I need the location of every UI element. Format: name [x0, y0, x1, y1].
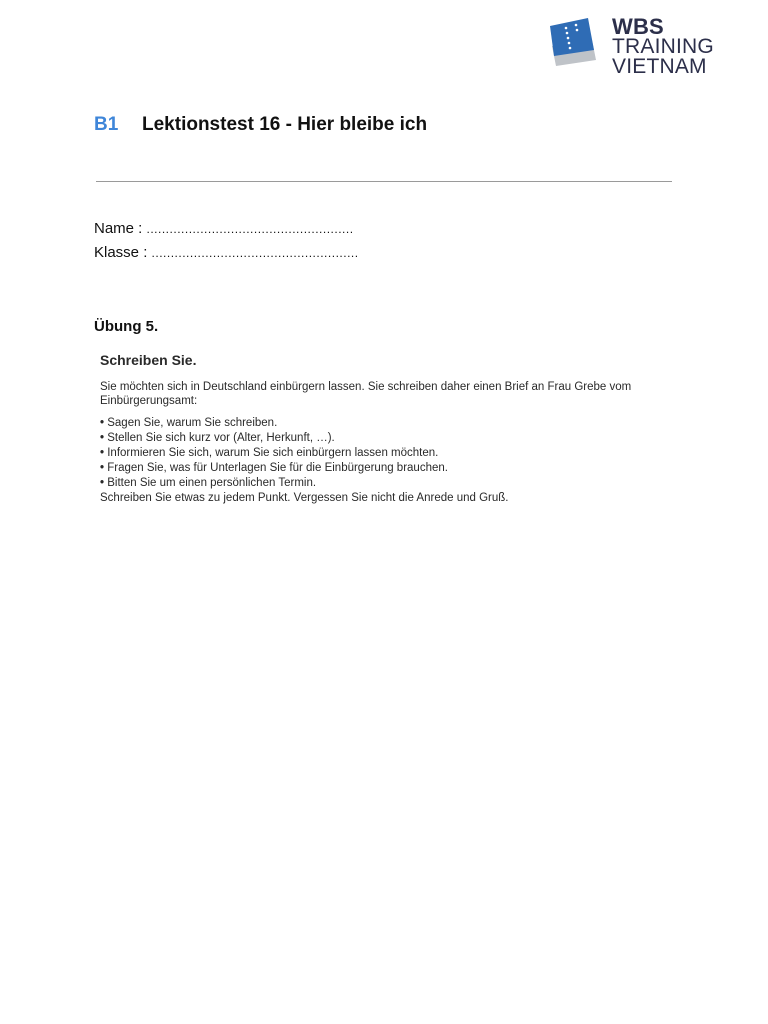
- document-header: [94, 114, 427, 136]
- instruction-heading: Schreiben Sie.: [100, 352, 197, 368]
- list-item: • Fragen Sie, was für Unterlagen Sie für die Einbürgerung brauchen.: [100, 461, 680, 476]
- task-points-list: [100, 416, 680, 491]
- name-label: Name :: [94, 220, 147, 237]
- wbs-logo-mark-icon: [548, 16, 604, 66]
- list-item: • Stellen Sie sich kurz vor (Alter, Herkunft, …).: [100, 431, 680, 446]
- name-field: [94, 220, 354, 237]
- task-description: Sie möchten sich in Deutschland einbürgern lassen. Sie schreiben daher einen Brief an Frau Grebe vom Einbürgerungsamt:: [100, 381, 632, 407]
- name-blank-line: ......................................................: [146, 222, 354, 236]
- wbs-logo: [548, 16, 728, 82]
- logo-line-3: VIETNAM: [612, 55, 707, 78]
- wbs-logo-text: [612, 14, 714, 78]
- closing-instruction: Schreiben Sie etwas zu jedem Punkt. Vergessen Sie nicht die Anrede und Gruß.: [100, 492, 509, 504]
- exercise-instructions: [100, 352, 680, 506]
- logo-line-2: TRAINING: [612, 35, 714, 58]
- klasse-label: Klasse :: [94, 244, 152, 261]
- page-title: Lektionstest 16 - Hier bleibe ich: [142, 114, 428, 135]
- list-item: • Sagen Sie, warum Sie schreiben.: [100, 416, 680, 431]
- list-item: • Informieren Sie sich, warum Sie sich einbürgern lassen möchten.: [100, 446, 680, 461]
- level-badge: B1: [94, 114, 119, 135]
- klasse-blank-line: ......................................................: [151, 246, 359, 260]
- header-divider: [96, 181, 672, 182]
- exercise-title: Übung 5.: [94, 318, 159, 335]
- list-item: • Bitten Sie um einen persönlichen Termin.: [100, 476, 680, 491]
- logo-line-1: WBS: [612, 14, 664, 39]
- klasse-field: [94, 244, 359, 261]
